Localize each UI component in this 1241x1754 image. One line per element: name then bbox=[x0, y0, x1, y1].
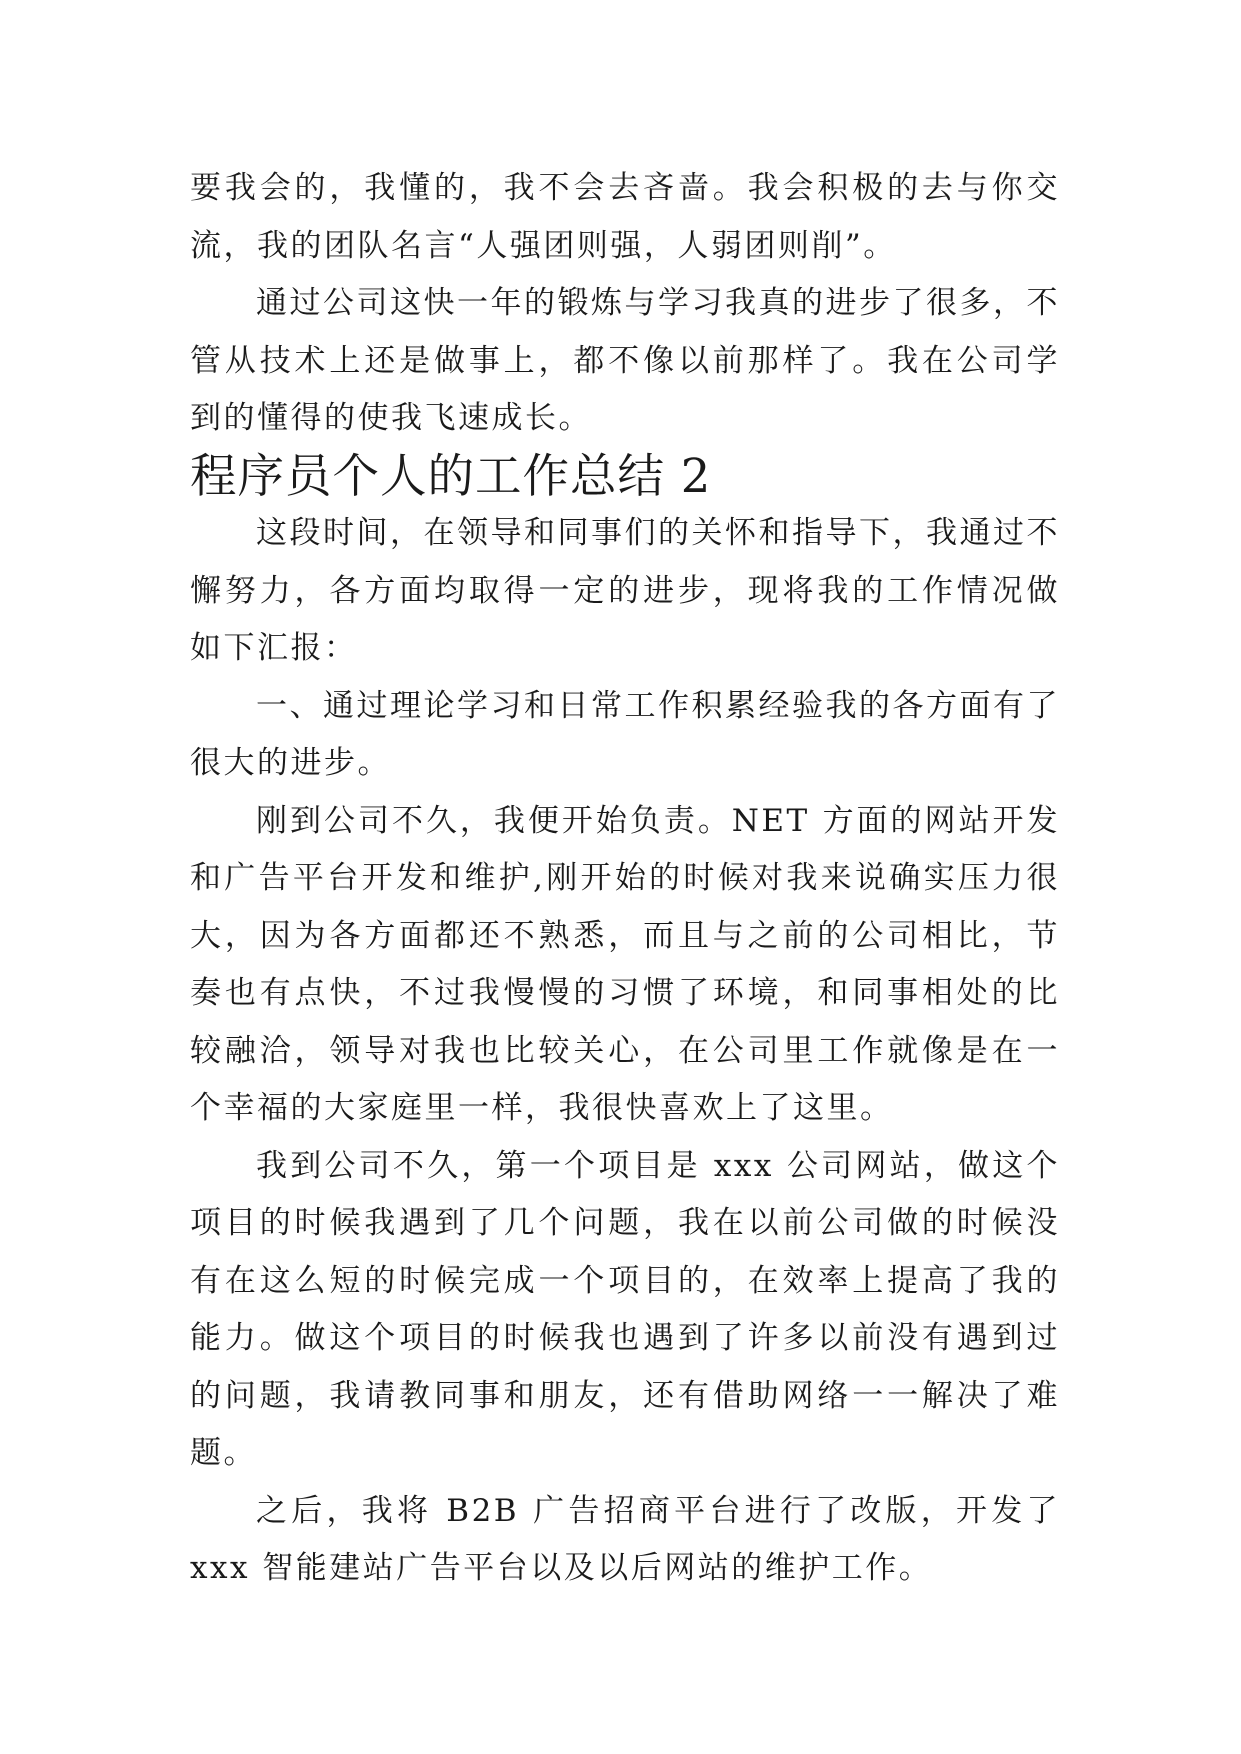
section-heading: 程序员个人的工作总结 2 bbox=[190, 448, 712, 503]
document-body bbox=[190, 160, 1060, 1598]
paragraph-3: 这段时间，在领导和同事们的关怀和指导下，我通过不懈努力，各方面均取得一定的进步，现将我的工作情况做如下汇报： bbox=[190, 515, 1060, 666]
paragraph-7: 之后，我将 B2B 广告招商平台进行了改版，开发了 xxx 智能建站广告平台以及以后网站的维护工作。 bbox=[190, 1492, 1060, 1586]
paragraph-1: 要我会的，我懂的，我不会去吝啬。我会积极的去与你交流，我的团队名言“人强团则强，人弱团则削”。 bbox=[190, 170, 1060, 264]
paragraph-2: 通过公司这快一年的锻炼与学习我真的进步了很多，不管从技术上还是做事上，都不像以前那样了。我在公司学到的懂得的使我飞速成长。 bbox=[190, 285, 1060, 436]
paragraph-6: 我到公司不久，第一个项目是 xxx 公司网站，做这个项目的时候我遇到了几个问题，我在以前公司做的时候没有在这么短的时候完成一个项目的，在效率上提高了我的能力。做这个项目的时候我也遇到了许多以前没有遇到过的问题，我请教同事和朋友，还有借助网络一一解决了难题。 bbox=[190, 1147, 1060, 1471]
paragraph-4: 一、通过理论学习和日常工作积累经验我的各方面有了很大的进步。 bbox=[190, 687, 1060, 781]
paragraph-5: 刚到公司不久，我便开始负责。NET 方面的网站开发和广告平台开发和维护,刚开始的时候对我来说确实压力很大，因为各方面都还不熟悉，而且与之前的公司相比，节奏也有点快，不过我慢慢的习惯了环境，和同事相处的比较融洽，领导对我也比较关心，在公司里工作就像是在一个幸福的大家庭里一样，我很快喜欢上了这里。 bbox=[190, 802, 1060, 1126]
